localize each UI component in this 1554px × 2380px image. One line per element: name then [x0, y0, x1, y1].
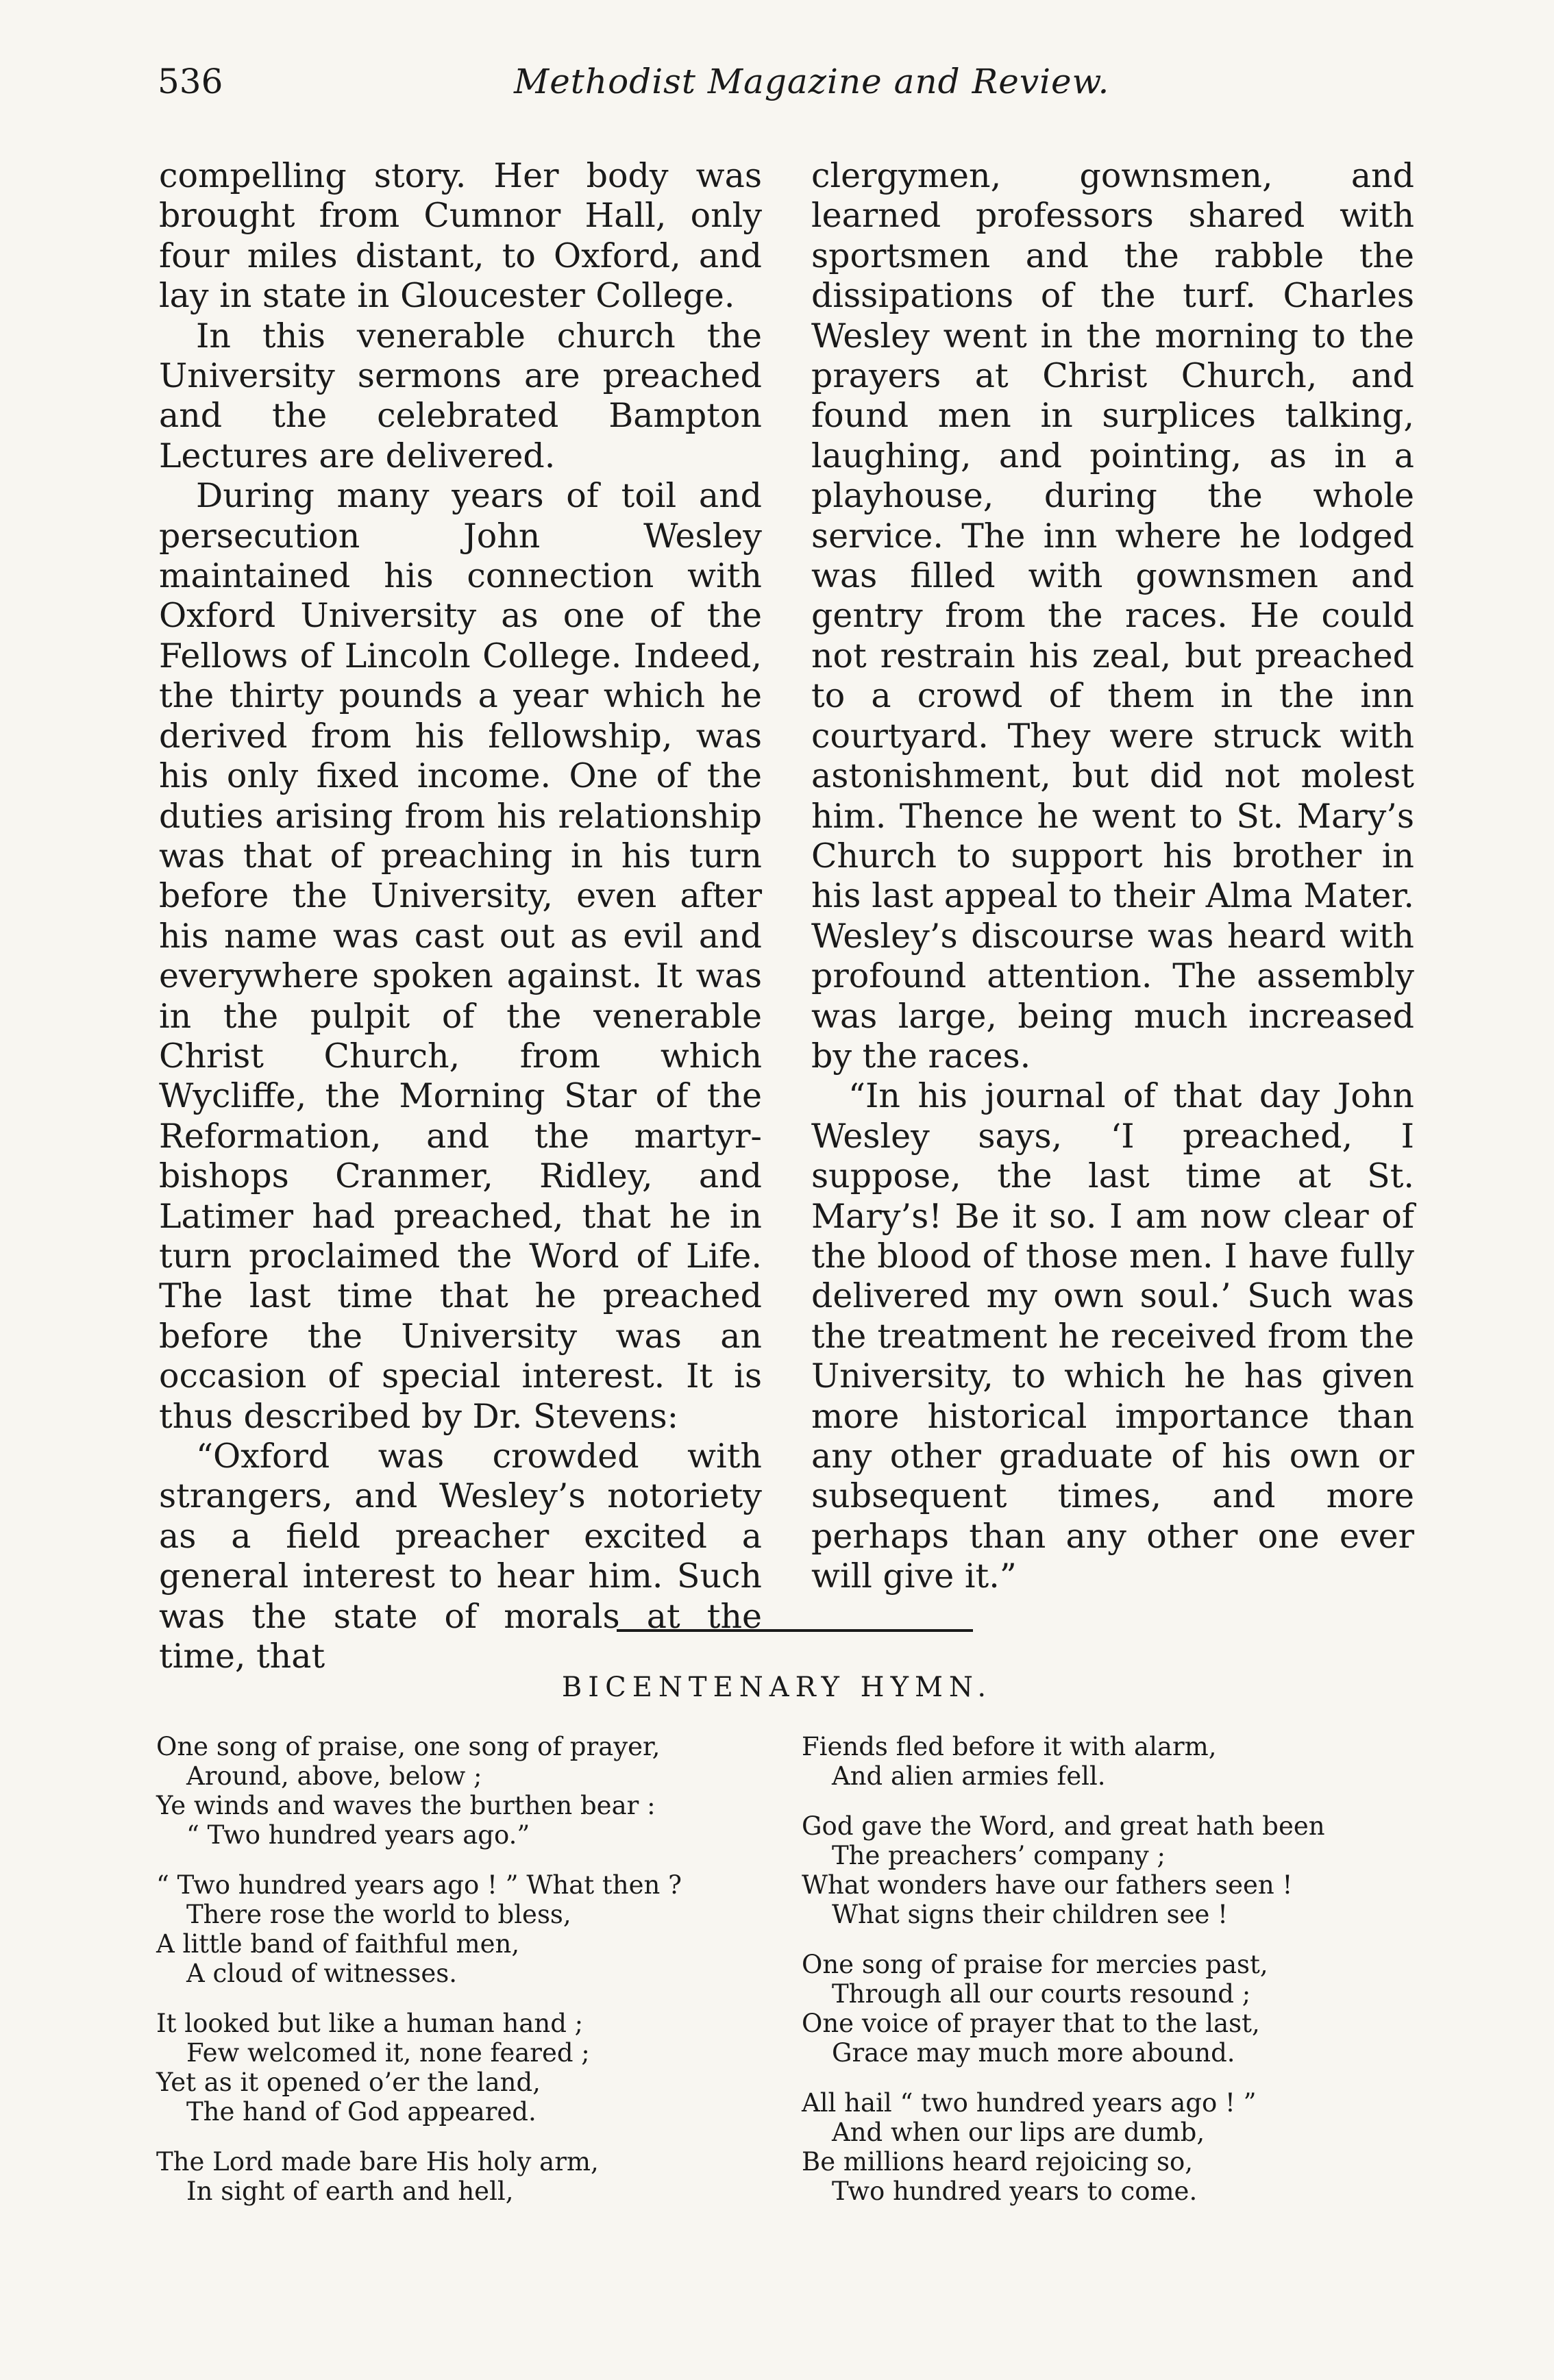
paragraph: compelling story. Her body was brought from Cumnor Hall, only four miles distant, to Oxford, and lay in state in Gloucester College.	[159, 156, 762, 316]
hymn-line: “ Two hundred years ago ! ” What then ?	[156, 1870, 682, 1900]
hymn-line: Few welcomed it, none feared ;	[186, 2038, 590, 2068]
hymn-line: It looked but like a human hand ;	[156, 2009, 584, 2038]
hymn-line: The hand of God appeared.	[186, 2097, 536, 2127]
hymn-line: The preachers’ company ;	[832, 1841, 1166, 1870]
paragraph: “In his journal of that day John Wesley says, ‘I preached, I suppose, the last time at St. Mary’s! Be it so. I am now clear of the blood of those men. I have fully delivered my own soul.’ Such was the treatment he received from the University, to which he has given more historical importance than any other graduate of his own or subsequent times, and more perhaps than any other one ever will give it.”	[811, 1076, 1414, 1596]
hymn-line: Through all our courts resound ;	[832, 1979, 1251, 2009]
page-number: 536	[158, 62, 223, 101]
page-header	[158, 62, 1418, 116]
hymn-line: One voice of prayer that to the last,	[802, 2009, 1260, 2038]
hymn-column-left	[156, 1732, 759, 2227]
hymn-line: All hail “ two hundred years ago ! ”	[802, 2088, 1257, 2118]
hymn-line: God gave the Word, and great hath been	[802, 1811, 1325, 1841]
hymn-line: A little band of faithful men,	[156, 1929, 520, 1959]
hymn-line: Be millions heard rejoicing so,	[802, 2147, 1194, 2177]
hymn-line: And when our lips are dumb,	[832, 2118, 1205, 2147]
paragraph: During many years of toil and persecution John Wesley maintained his connection with Oxford University as one of the Fellows of Lincoln College. Indeed, the thirty pounds a year which he derived from his fellowship, was his only fixed income. One of the duties arising from his relationship was that of preaching in his turn before the University, even after his name was cast out as evil and everywhere spoken against. It was in the pulpit of the venerable Christ Church, from which Wycliffe, the Morning Star of the Reformation, and the martyr-bishops Cranmer, Ridley, and Latimer had preached, that he in turn proclaimed the Word of Life. The last time that he preached before the University was an occasion of special interest. It is thus described by Dr. Stevens:	[159, 476, 762, 1436]
hymn-stanza	[156, 1732, 759, 1850]
section-divider	[617, 1629, 973, 1632]
hymn-stanza	[802, 1950, 1405, 2068]
hymn-line: “ Two hundred years ago.”	[186, 1820, 530, 1850]
hymn-stanza	[802, 1732, 1405, 1791]
hymn-line: One song of praise, one song of prayer,	[156, 1732, 661, 1761]
hymn-stanza	[802, 1811, 1405, 1929]
hymn-line: A cloud of witnesses.	[186, 1959, 458, 1988]
hymn-stanza	[802, 2088, 1405, 2206]
hymn-stanza	[156, 1870, 759, 1988]
hymn-line: What wonders have our fathers seen !	[802, 1870, 1293, 1900]
hymn-line: What signs their children see !	[832, 1900, 1228, 1929]
hymn-line: Around, above, below ;	[186, 1761, 482, 1791]
hymn-line: Ye winds and waves the burthen bear :	[156, 1791, 656, 1820]
hymn-line: The Lord made bare His holy arm,	[156, 2147, 599, 2177]
article-column-left	[159, 156, 762, 1676]
running-title: Methodist Magazine and Review.	[514, 62, 1110, 101]
hymn-title: BICENTENARY HYMN.	[561, 1672, 993, 1703]
hymn-line: One song of praise for mercies past,	[802, 1950, 1268, 1979]
hymn-line: Yet as it opened o’er the land,	[156, 2068, 541, 2097]
hymn-line: And alien armies fell.	[832, 1761, 1106, 1791]
paragraph: “Oxford was crowded with strangers, and Wesley’s notoriety as a field preacher excited a general interest to hear him. Such was the state of morals at the time, that	[159, 1437, 762, 1676]
hymn-line: Fiends fled before it with alarm,	[802, 1732, 1217, 1761]
hymn-stanza	[156, 2147, 759, 2206]
hymn-column-right	[802, 1732, 1405, 2227]
hymn-stanza	[156, 2009, 759, 2127]
hymn-line: In sight of earth and hell,	[186, 2177, 514, 2206]
hymn-line: There rose the world to bless,	[186, 1900, 571, 1929]
hymn-line: Grace may much more abound.	[832, 2038, 1235, 2068]
hymn-line: Two hundred years to come.	[832, 2177, 1198, 2206]
paragraph: In this venerable church the University sermons are preached and the celebrated Bampton Lectures are delivered.	[159, 316, 762, 475]
article-column-right	[811, 156, 1414, 1597]
paragraph: clergymen, gownsmen, and learned professors shared with sportsmen and the rabble the dissipations of the turf. Charles Wesley went in the morning to the prayers at Christ Church, and found men in surplices talking, laughing, and pointing, as in a playhouse, during the whole service. The inn where he lodged was filled with gownsmen and gentry from the races. He could not restrain his zeal, but preached to a crowd of them in the inn courtyard. They were struck with astonishment, but did not molest him. Thence he went to St. Mary’s Church to support his brother in his last appeal to their Alma Mater. Wesley’s discourse was heard with profound attention. The assembly was large, being much increased by the races.	[811, 156, 1414, 1076]
